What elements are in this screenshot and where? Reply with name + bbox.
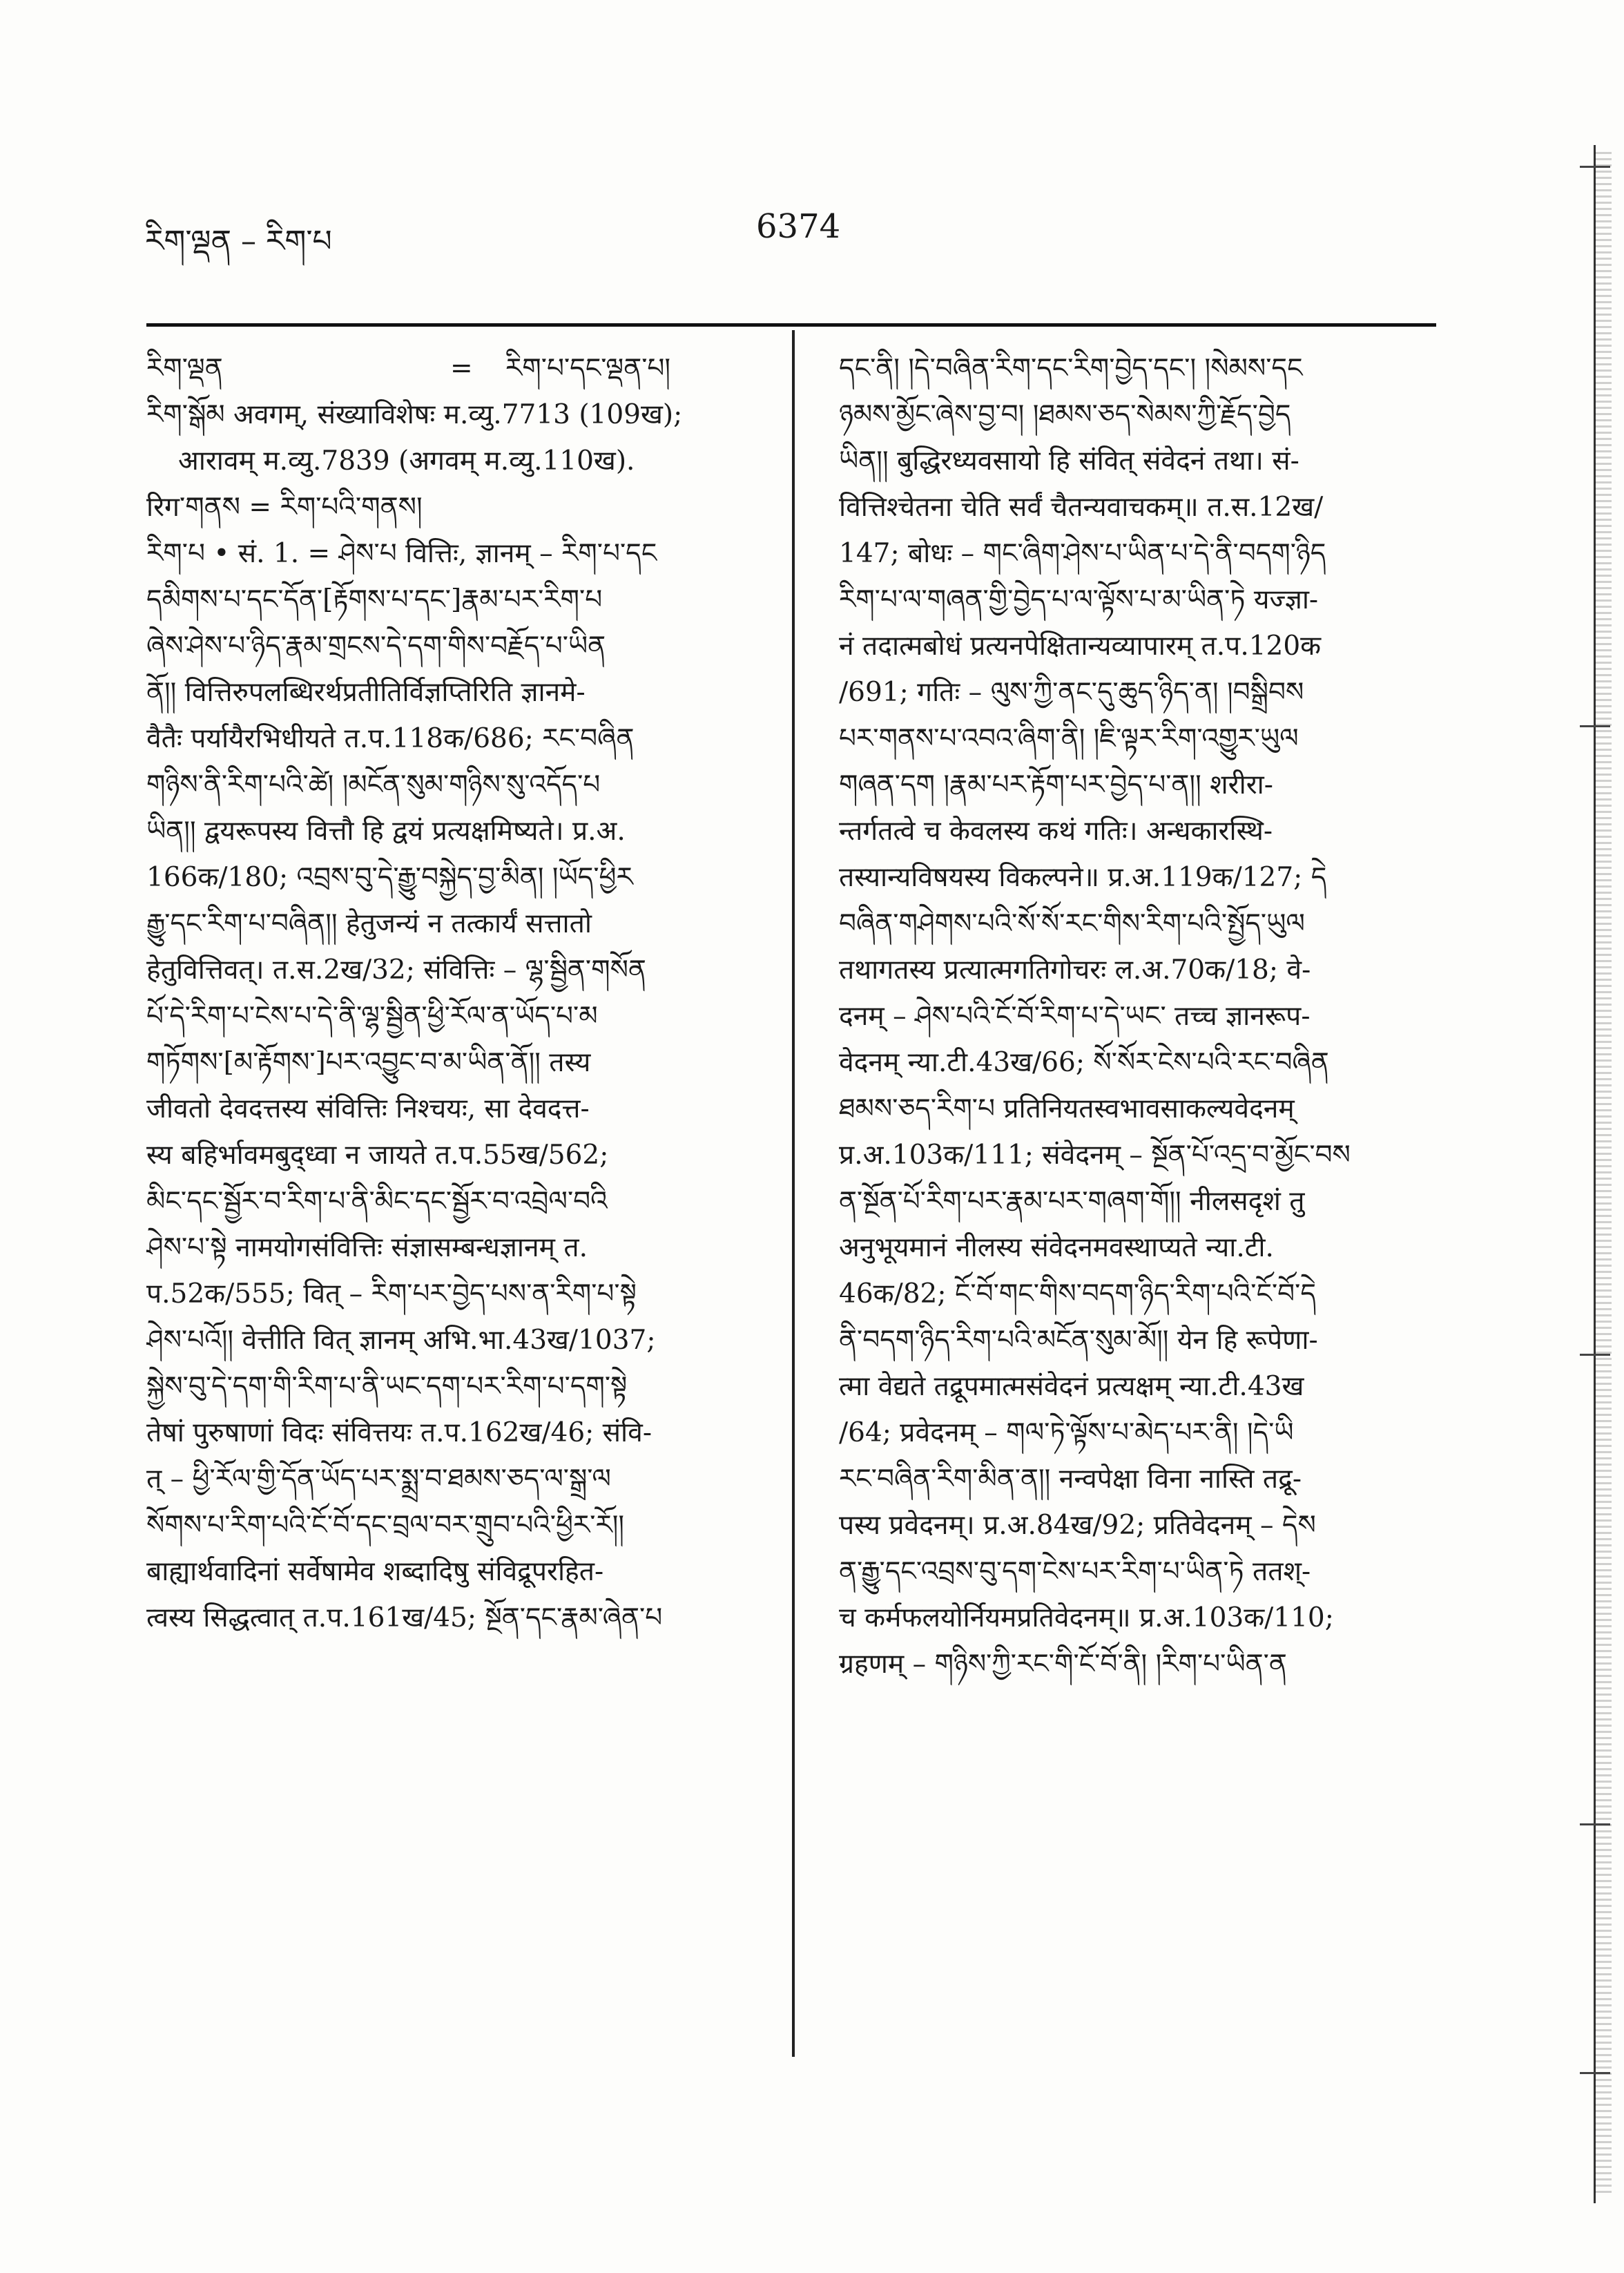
scan-edge-shadow [1595,152,1612,2196]
column-divider [792,330,795,2057]
text-line: ཡིན།། द्वयरूपस्य वित्तौ हि द्वयं प्रत्यक्षमिष्यते। प्र.अ. [146,816,626,847]
text-line: त्वस्य सिद्धत्वात् त.प.161ख/45; སྔོན་དང་རྣམ་ཞེན་པ [146,1602,663,1633]
text-line: པར་གནས་པ་འབའ་ཞིག་ནི། །ཇི་ལྟར་རིག་འགྱུར་ཡུལ [839,723,1299,754]
scan-edge-tick [1580,166,1610,168]
text-line: གཏོགས་[མ་རྟོགས་]པར་འབྱུང་བ་མ་ཡིན་ནོ།། तस्य [146,1047,591,1078]
text-line: वैतैः पर्यायैरभिधीयते त.प.118क/686; རང་བཞིན [146,723,635,754]
text-line: དང་ནི། །དེ་བཞིན་རིག་དང་རིག་བྱེད་དང་། །སེམས་དང [839,353,1303,384]
right-column [839,345,1447,1687]
text-line: ཡིན།། बुद्धिरध्यवसायो हि संवित् संवेदनं तथा। सं- [839,445,1299,477]
text-line: बाह्यार्थवादिनां सर्वेषामेव शब्दादिषु संविद्रूपरहित- [146,1556,604,1587]
text-line: 147; बोधः – གང་ཞིག་ཤེས་པ་ཡིན་པ་དེ་ནི་བདག་ཉིད [839,538,1326,569]
running-head: རིག་ལྡན – རིག་པ [145,224,332,259]
text-line: पस्य प्रवेदनम्। प्र.अ.84ख/92; प्रतिवेदनम् – དེས [839,1510,1316,1541]
text-line: གཉིས་ནི་རིག་པའི་ཚེ། །མངོན་སུམ་གཉིས་སུ་འདོད་པ [146,769,601,800]
text-line: अनुभूयमानं नीलस्य संवेदनमवस्थाप्यते न्या.टी. [839,1232,1274,1263]
scan-edge-tick [1580,725,1610,727]
page-number: 6374 [756,207,841,246]
entry-row [146,345,754,392]
left-column [146,345,754,1641]
text-line: जीवतो देवदत्तस्य संवित्तिः निश्चयः, सा देवदत्त- [146,1093,590,1124]
text-line: བཞིན་གཤེགས་པའི་སོ་སོ་རང་གིས་རིག་པའི་སྤྱོད་ཡུལ [839,908,1305,939]
text-line: /64; प्रवेदनम् – གལ་ཏེ་ལྟོས་པ་མེད་པར་ནི། །དེ་ཡི [839,1417,1294,1448]
text-line: རང་བཞིན་རིག་མིན་ན།། नन्वपेक्षा विना नास्ति तद्रू- [839,1464,1302,1495]
text-line: ཤེས་པ་སྟེ नामयोगसंवित्तिः संज्ञासम्बन्धज्ञानम् त. [146,1232,588,1263]
gloss: རིག་པ་དང་ལྡན་པ། [505,353,671,384]
text-line: /691; गतिः – ལུས་ཀྱི་ནང་དུ་ཆུད་ཉིད་ན། །བསྒྲིབས [839,677,1304,708]
text-line: स्य बहिर्भावमबुद्ध्वा न जायते त.प.55ख/562; [146,1140,609,1171]
text-line: རིག་སྒོམ अवगम्, संख्याविशेषः म.व्यु.7713 (109ख); [146,399,683,430]
equals-sign: = [450,353,473,384]
text-line: न्तर्गतत्वे च केवलस्य कथं गतिः। अन्धकारस्थि- [839,816,1273,847]
text-line: དམིགས་པ་དང་དོན་[རྟོགས་པ་དང་]རྣམ་པར་རིག་པ [146,584,603,615]
text-line: ཤེས་པའོ།། वेत्तीति वित् ज्ञानम् अभि.भा.43ख/1037; [146,1325,656,1356]
text-line: वित्तिश्चेतना चेति सर्वं चैतन्यवाचकम्॥ त.स.12ख/ [839,492,1324,523]
text-line: प्र.अ.103क/111; संवेदनम् – སྔོན་པོ་འདྲ་བ་མྱོང་བས [839,1140,1351,1171]
text-line: སོགས་པ་རིག་པའི་ངོ་བོ་དང་བྲལ་བར་གྲུབ་པའི་ཕྱིར་རོ།། [146,1510,625,1541]
text-line: 166क/180; འབྲས་བུ་དེ་རྒྱུ་བསྐྱེད་བྱ་མིན། །ཡོད་ཕྱིར [146,862,633,893]
text-line: ཉམས་མྱོང་ཞེས་བྱ་བ། །ཐམས་ཅད་སེམས་ཀྱི་རྗོད་བྱེད [839,399,1291,430]
scan-edge-tick [1580,2072,1610,2074]
text-line: दनम् – ཤེས་པའི་ངོ་བོ་རིག་པ་དེ་ཡང་ तच्च ज्ञानरूप- [839,1001,1311,1032]
text-line: རིག་པ • सं. 1. = ཤེས་པ वित्तिः, ज्ञानम् – རིག་པ་དང [146,538,657,569]
text-line: རྒྱུ་དང་རིག་པ་བཞིན།། हेतुजन्यं न तत्कार्यं सत्तातो [146,908,592,939]
scan-edge-tick [1580,1354,1610,1356]
text-line: त् – ཕྱི་རོལ་གྱི་དོན་ཡོད་པར་སྨྲ་བ་ཐམས་ཅད་ལ་སྒྲ་ལ [146,1464,611,1495]
text-line: तेषां पुरुषाणां विदः संवित्तयः त.प.162ख/46; संवि- [146,1417,652,1448]
text-line: ग्रहणम् – གཉིས་ཀྱི་རང་གི་ངོ་བོ་ནི། །རིག་པ་ཡིན་ན [839,1649,1287,1680]
header-rule [146,323,1436,327]
text-line: तस्यान्यविषयस्य विकल्पने॥ प्र.अ.119क/127; དེ [839,862,1327,893]
text-line: च कर्मफलयोर्नियमप्रतिवेदनम्॥ प्र.अ.103क/110; [839,1602,1334,1633]
text-line: མིང་དང་སྦྱོར་བ་རིག་པ་ནི་མིང་དང་སྦྱོར་བ་འབྲེལ་བའི [146,1186,608,1217]
text-line: གཞན་དག །རྣམ་པར་རྟོག་པར་བྱེད་པ་ན།། शरीरा- [839,769,1273,800]
text-line: वेदनम् न्या.टी.43ख/66; སོ་སོར་ངེས་པའི་རང་བཞིན [839,1047,1329,1078]
text-line: रिग་གནས = རིག་པའི་གནས། [146,492,423,523]
text-line: ནོ།། वित्तिरुपलब्धिरर्थप्रतीतिर्विज्ञप्तिरिति ज्ञानमे- [146,677,586,708]
text-line: ཐམས་ཅད་རིག་པ प्रतिनियतस्वभावसाकल्यवेदनम् [839,1093,1295,1124]
text-line: ཞེས་ཤེས་པ་ཉིད་རྣམ་གྲངས་དེ་དག་གིས་བརྗོད་པ་ཡིན [146,631,606,662]
text-line: ན་རྒྱུ་དང་འབྲས་བུ་དག་ངེས་པར་རིག་པ་ཡིན་ཏེ ततश्- [839,1556,1311,1587]
text-line: आरावम् म.व्यु.7839 (अगवम् म.व्यु.110ख). [178,445,635,477]
headword: རིག་ལྡན [146,353,223,384]
scan-edge-tick [1580,1823,1610,1825]
text-line: སྐྱེས་བུ་དེ་དག་གི་རིག་པ་ནི་ཡང་དག་པར་རིག་པ་དག་སྟེ [146,1371,628,1402]
text-line: प.52क/555; वित् – རིག་པར་བྱེད་པས་ན་རིག་པ་སྟེ [146,1278,637,1310]
text-line: རིག་པ་ལ་གཞན་གྱི་བྱེད་པ་ལ་ལྟོས་པ་མ་ཡིན་ཏེ यज्ज्ञा- [839,584,1319,615]
text-line: ནི་བདག་ཉིད་རིག་པའི་མངོན་སུམ་མོ།། येन हि रूपेणा- [839,1325,1318,1356]
text-line: हेतुवित्तिवत्। त.स.2ख/32; संवित्तिः – ལྷ་སྦྱིན་གསོན [146,955,646,986]
text-line: नं तदात्मबोधं प्रत्यनपेक्षितान्यव्यापारम् त.प.120क [839,631,1322,662]
text-line: तथागतस्य प्रत्यात्मगतिगोचरः ल.अ.70क/18; वे- [839,955,1311,986]
text-line: 46क/82; ངོ་བོ་གང་གིས་བདག་ཉིད་རིག་པའི་ངོ་བོ་དེ [839,1278,1316,1310]
text-line: པོ་དེ་རིག་པ་ངེས་པ་དེ་ནི་ལྷ་སྦྱིན་ཕྱི་རོལ་ན་ཡོད་པ་མ [146,1001,598,1032]
text-line: ན་སྔོན་པོ་རིག་པར་རྣམ་པར་གཞག་གོ།། नीलसदृशं तु [839,1186,1305,1217]
text-line: त्मा वेद्यते तद्रूपमात्मसंवेदनं प्रत्यक्षम् न्या.टी.43ख [839,1371,1304,1402]
